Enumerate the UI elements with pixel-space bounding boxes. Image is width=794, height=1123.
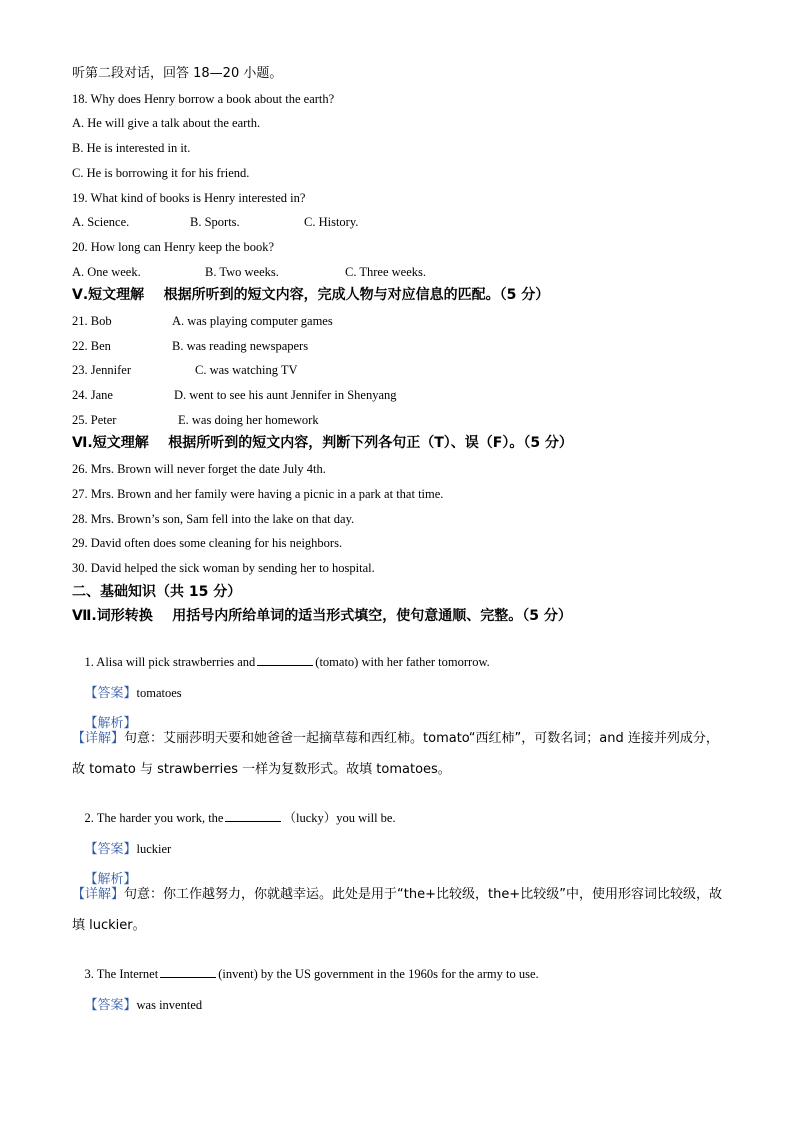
match-left-21: 21. Bob <box>72 314 112 328</box>
answer-blank <box>160 965 216 978</box>
option-18c: C. He is borrowing it for his friend. <box>72 166 250 180</box>
fill-blank-2-post: （lucky）you will be. <box>283 811 396 825</box>
option-19c: C. History. <box>304 215 359 229</box>
statement-28: 28. Mrs. Brown’s son, Sam fell into the lake on that day. <box>72 512 355 526</box>
analysis-tag: 【解析】 <box>84 872 137 887</box>
fill-blank-3-post: (invent) by the US government in the 1960s for the army to use. <box>218 967 539 981</box>
fill-blank-1-pre: 1. Alisa will pick strawberries and <box>84 655 256 669</box>
match-right-c: C. was watching TV <box>195 363 298 377</box>
part-2-heading: 二、基础知识（共 15 分） <box>72 584 242 600</box>
option-20c: C. Three weeks. <box>345 265 426 279</box>
answer-tag: 【答案】 <box>84 686 137 701</box>
detail-tag: 【详解】 <box>72 887 125 902</box>
detail-1-text: 句意：艾丽莎明天要和她爸爸一起摘草莓和西红柿。tomato“西红柿”，可数名词；and 连接并列成分，故 tomato 与 strawberries 一样为复数形式。故填 tomatoes。 <box>72 731 719 777</box>
statement-30: 30. David helped the sick woman by sending her to hospital. <box>72 561 375 575</box>
match-right-d: D. went to see his aunt Jennifer in Shenyang <box>174 388 397 402</box>
answer-blank <box>257 653 313 666</box>
detail-2-text: 句意：你工作越努力，你就越幸运。此处是用于“the+比较级，the+比较级”中，使用形容词比较级，故填 luckier。 <box>72 887 722 933</box>
match-left-24: 24. Jane <box>72 388 113 402</box>
match-right-e: E. was doing her homework <box>178 413 319 427</box>
option-18b: B. He is interested in it. <box>72 141 191 155</box>
answer-2-text: luckier <box>136 842 172 856</box>
fill-blank-1-post: (tomato) with her father tomorrow. <box>315 655 490 669</box>
match-left-25: 25. Peter <box>72 413 117 427</box>
statement-26: 26. Mrs. Brown will never forget the date July 4th. <box>72 462 326 476</box>
answer-3 <box>72 981 202 1030</box>
option-20a: A. One week. <box>72 265 141 279</box>
question-20: 20. How long can Henry keep the book? <box>72 240 275 254</box>
detail-tag: 【详解】 <box>72 731 125 746</box>
fill-blank-2-pre: 2. The harder you work, the <box>84 811 224 825</box>
match-left-22: 22. Ben <box>72 339 111 353</box>
option-20b: B. Two weeks. <box>205 265 279 279</box>
answer-tag: 【答案】 <box>84 842 137 857</box>
answer-3-text: was invented <box>136 998 203 1012</box>
analysis-tag: 【解析】 <box>84 716 137 731</box>
statement-27: 27. Mrs. Brown and her family were having a picnic in a park at that time. <box>72 487 444 501</box>
section-intro: 听第二段对话，回答 18—20 小题。 <box>72 66 283 81</box>
answer-tag: 【答案】 <box>84 998 137 1013</box>
detail-2 <box>72 879 724 941</box>
match-left-23: 23. Jennifer <box>72 363 132 377</box>
option-19b: B. Sports. <box>190 215 240 229</box>
statement-29: 29. David often does some cleaning for his neighbors. <box>72 536 343 550</box>
match-right-a: A. was playing computer games <box>172 314 333 328</box>
answer-blank <box>225 809 281 822</box>
section-7-heading: Ⅶ.词形转换 用括号内所给单词的适当形式填空，使句意通顺、完整。（5 分） <box>72 608 572 624</box>
fill-blank-3-pre: 3. The Internet <box>84 967 159 981</box>
section-6-heading: Ⅵ.短文理解 根据所听到的短文内容，判断下列各句正（T）、误（F）。（5 分） <box>72 435 573 451</box>
option-19a: A. Science. <box>72 215 130 229</box>
detail-1 <box>72 723 724 785</box>
match-right-b: B. was reading newspapers <box>172 339 309 353</box>
section-5-heading: Ⅴ.短文理解 根据所听到的短文内容，完成人物与对应信息的匹配。（5 分） <box>72 287 550 303</box>
answer-1-text: tomatoes <box>136 686 182 700</box>
option-18a: A. He will give a talk about the earth. <box>72 116 261 130</box>
question-19: 19. What kind of books is Henry interested in? <box>72 191 306 205</box>
question-18: 18. Why does Henry borrow a book about the earth? <box>72 92 335 106</box>
